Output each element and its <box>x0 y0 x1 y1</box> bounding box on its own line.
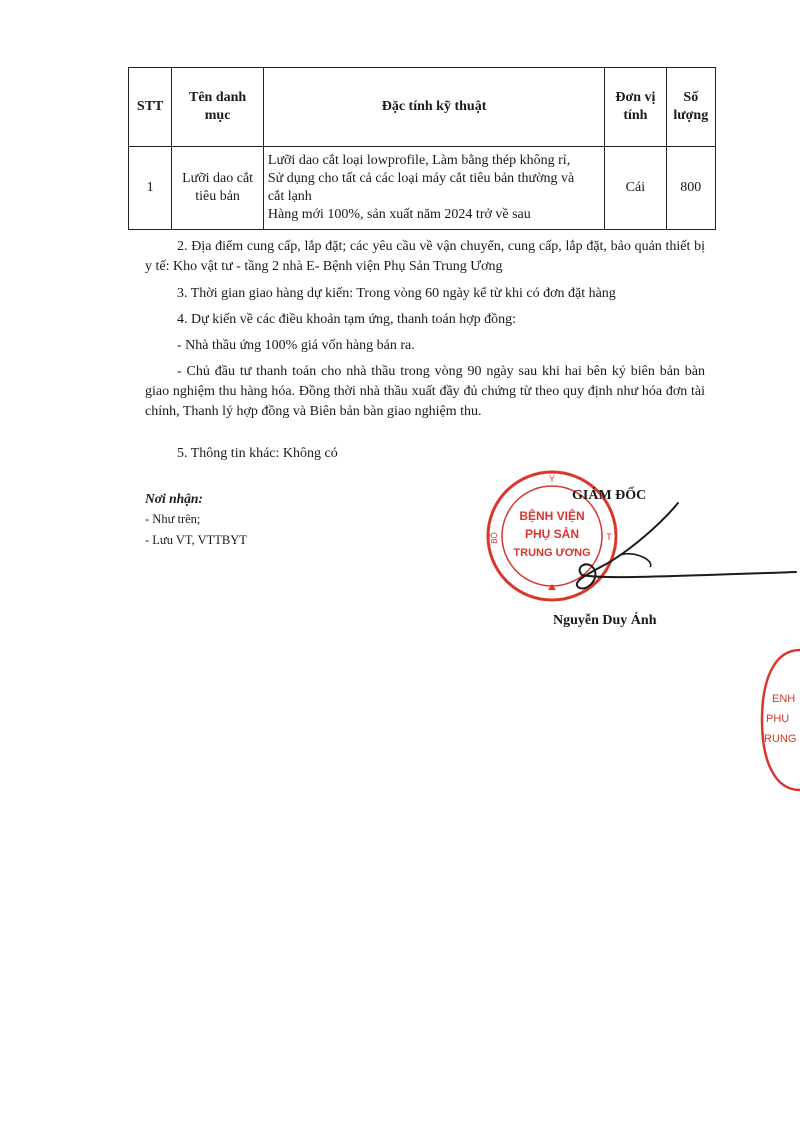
partial-stamp <box>744 640 800 800</box>
partial-stamp-line: ENH <box>772 693 796 705</box>
stamp-line: PHỤ SẢN <box>524 527 580 541</box>
spec-line: Sử dụng cho tất cả các loại máy cắt tiêu bản thường và <box>267 171 575 186</box>
header-name: Tên danh mục <box>172 68 264 147</box>
header-unit: Đơn vị tính <box>605 68 666 147</box>
recipients-block <box>145 488 247 551</box>
cell-name: Lưỡi dao cắt tiêu bản <box>172 147 264 230</box>
paragraph-delivery-time: 3. Thời gian giao hàng dự kiến: Trong vòng 60 ngày kể từ khi có đơn đặt hàng <box>177 286 616 301</box>
paragraph-payment-terms: 4. Dự kiến về các điều khoản tạm ứng, thanh toán hợp đồng: <box>177 312 517 327</box>
signature-stroke <box>577 503 796 588</box>
paragraph-advance: - Nhà thầu ứng 100% giá vốn hàng bán ra. <box>177 338 415 353</box>
partial-stamp-line: RUNG <box>764 733 797 745</box>
paragraph-delivery-location: 2. Địa điểm cung cấp, lắp đặt; các yêu cầu về vận chuyển, cung cấp, lắp đặt, bảo quản thiết bị y tế: Kho vật tư - tầng 2 nhà E- Bệnh viện Phụ Sản Trung Ương <box>145 239 705 274</box>
cell-stt: 1 <box>129 147 172 230</box>
recipients-title: Nơi nhận: <box>145 491 203 506</box>
paragraph-other-info: 5. Thông tin khác: Không có <box>177 446 338 461</box>
stamp-ring-letter: BỘ <box>490 532 499 544</box>
paragraph-payment: - Chủ đầu tư thanh toán cho nhà thầu trong vòng 90 ngày sau khi hai bên ký biên bản bàn giao nghiệm thu hàng hóa. Đồng thời nhà thầu xuất đầy đủ chứng từ theo quy định như hóa đơn tài chính, Thanh lý hợp đồng và Biên bản bàn giao nghiệm thu. <box>145 364 705 419</box>
stamp-ring-letter: T <box>606 532 612 542</box>
stamp-line: BỆNH VIỆN <box>519 509 585 523</box>
header-spec: Đặc tính kỹ thuật <box>263 68 604 147</box>
star-icon <box>548 584 556 590</box>
table-row <box>129 147 716 230</box>
recipient-item: - Như trên; <box>145 512 201 526</box>
stamp-ring-letter: Y <box>548 474 556 484</box>
spec-line: Hàng mới 100%, sản xuất năm 2024 trở về sau <box>267 207 531 222</box>
handwritten-signature <box>560 495 800 595</box>
signer-name: Nguyễn Duy Ánh <box>553 613 657 628</box>
spec-line: Lưỡi dao cắt loại lowprofile, Làm bằng thép không rỉ, <box>267 153 571 168</box>
spec-line: cắt lạnh <box>267 189 312 204</box>
stamp-line: TRUNG ƯƠNG <box>513 547 591 559</box>
recipient-item: - Lưu VT, VTTBYT <box>145 533 247 547</box>
table-header-row <box>129 68 716 147</box>
header-stt: STT <box>129 68 172 147</box>
spec-table <box>128 67 716 230</box>
cell-unit: Cái <box>605 147 666 230</box>
signer-role: GIÁM ĐỐC <box>572 488 647 503</box>
header-qty: Số lượng <box>666 68 715 147</box>
signature-stroke <box>620 554 651 567</box>
cell-qty: 800 <box>666 147 715 230</box>
partial-stamp-line: PHỤ <box>766 713 790 725</box>
cell-spec <box>263 147 604 230</box>
